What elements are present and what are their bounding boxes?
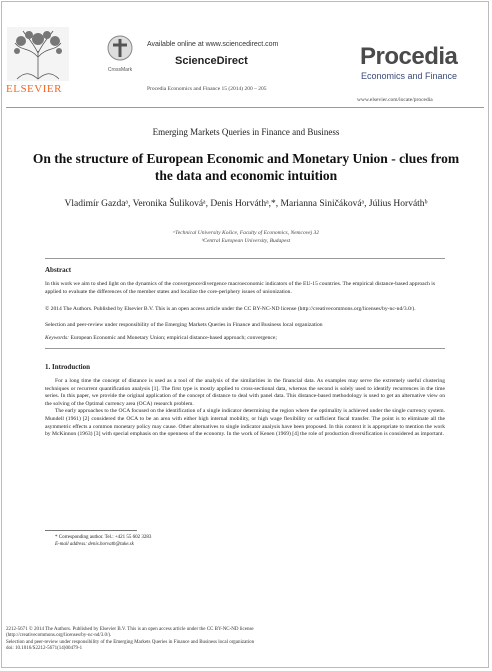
abstract-top-rule	[45, 258, 445, 259]
header-divider	[6, 107, 484, 108]
available-online: Available online at www.sciencedirect.com	[147, 41, 279, 48]
journal-citation: Procedia Economics and Finance 15 (2014) 200 – 205	[147, 86, 267, 92]
peer-review-notice: Selection and peer-review under responsibility of the Emerging Markets Queries in Finance and Business local organization	[45, 322, 323, 328]
sciencedirect-logo[interactable]: ScienceDirect	[175, 55, 248, 67]
keywords-label: Keywords:	[45, 335, 70, 341]
footer-license-link[interactable]: (http://creativecommons.org/licenses/by-nc-nd/3.0/).	[6, 633, 112, 639]
crossmark-icon	[107, 35, 133, 61]
crossmark-label: CrossMark	[107, 67, 133, 73]
keywords-text: European Economic and Monetary Union; empirical distance-based approach; convergence;	[70, 335, 277, 341]
procedia-subtitle: Economics and Finance	[361, 71, 458, 81]
conference-name: Emerging Markets Queries in Finance and Business	[152, 127, 340, 137]
affiliation-b: ᵇCentral European University, Budapest	[201, 238, 291, 244]
page-footer	[6, 627, 436, 652]
abstract-text: In this work we aim to shed light on the dynamics of the convergence/divergence macroeconomic indicators of the EU-15 countries. The empirical distance-based approach is applied to evaluate the differences of the member states and localize the core-periphery issues of unionization.	[45, 281, 436, 295]
footer-line: 2212-5671 © 2014 The Authors. Published by Elsevier B.V. This is an open access article under the CC BY-NC-ND license	[6, 627, 254, 632]
abstract-bottom-rule	[45, 348, 445, 349]
footnote	[55, 534, 151, 548]
footnote-rule	[45, 530, 137, 531]
keywords	[45, 335, 445, 342]
paragraph: For a long time the concept of distance is used as a tool of the analysis of the similarities in the financial data. As examples may serve the extremely useful clustering techniques or recurrent quantification analysis [1]. The first type is mostly applied to cross-sectional data, whereas the second is solely used to identify recurrences in the time series. In this paper, we provide the original application of the concept of distance to deal with panel data. This distance-based methodology is used to get an alternative view on the solving of the Optimal currency area (OCA) research problem.	[45, 378, 445, 407]
section-body	[45, 378, 445, 439]
publisher-name: ELSEVIER	[6, 83, 62, 95]
abstract-heading: Abstract	[45, 266, 72, 274]
journal-homepage-link[interactable]: www.elsevier.com/locate/procedia	[357, 97, 433, 103]
procedia-logo: Procedia	[360, 43, 458, 70]
paper-title: On the structure of European Economic and Monetary Union - clues from the data and economic intuition	[32, 151, 460, 183]
affiliation-a: ᵃTechnical University Košice, Faculty of Economics, Nemcovej 32	[172, 230, 320, 236]
corresponding-author: * Corresponding author. Tel.: +421 55 602 3283	[55, 535, 152, 540]
paragraph: The early approaches to the OCA focused on the identification of a single indicator determining the region where the optimality is achieved under the single currency system. Mundell (1961) [2] considered the OCA to be an area with either high internal mobility, or high wage flexibility or sufficient fiscal transfer. The point is to eliminate all the asymmetric effects a common monetary policy may cause. Other alternatives to single indicator analysis have been proposed. In this context it is appropriate to mention the work by McKinnon (1963) [3] with special emphasis on the openness of the economy. In the work of Kenen (1969) [4] the role of production diversification is considered as important.	[45, 408, 445, 438]
copyright-notice: © 2014 The Authors. Published by Elsevier B.V. This is an open access article under the CC BY-NC-ND license (http://creativecommons.org/licenses/by-nc-nd/3.0/).	[45, 306, 416, 312]
author-email: E-mail address: denis.horvath@tuke.sk	[55, 542, 134, 547]
footer-line: Selection and peer-review under responsibility of the Emerging Markets Queries in Finance and Business local organization	[6, 639, 255, 645]
affiliations	[0, 229, 492, 245]
author-list: Vladimír Gazdaᵃ, Veronika Šulikováᵃ, Denis Horváthᵃ,*, Marianna Siničákováᵃ, Július Horváthᵇ	[64, 199, 428, 209]
footer-doi[interactable]: doi: 10.1016/S2212-5671(14)00479-1	[6, 645, 83, 651]
elsevier-tree-logo	[7, 27, 69, 81]
section-heading: 1. Introduction	[45, 363, 90, 371]
crossmark-badge[interactable]	[103, 35, 137, 73]
